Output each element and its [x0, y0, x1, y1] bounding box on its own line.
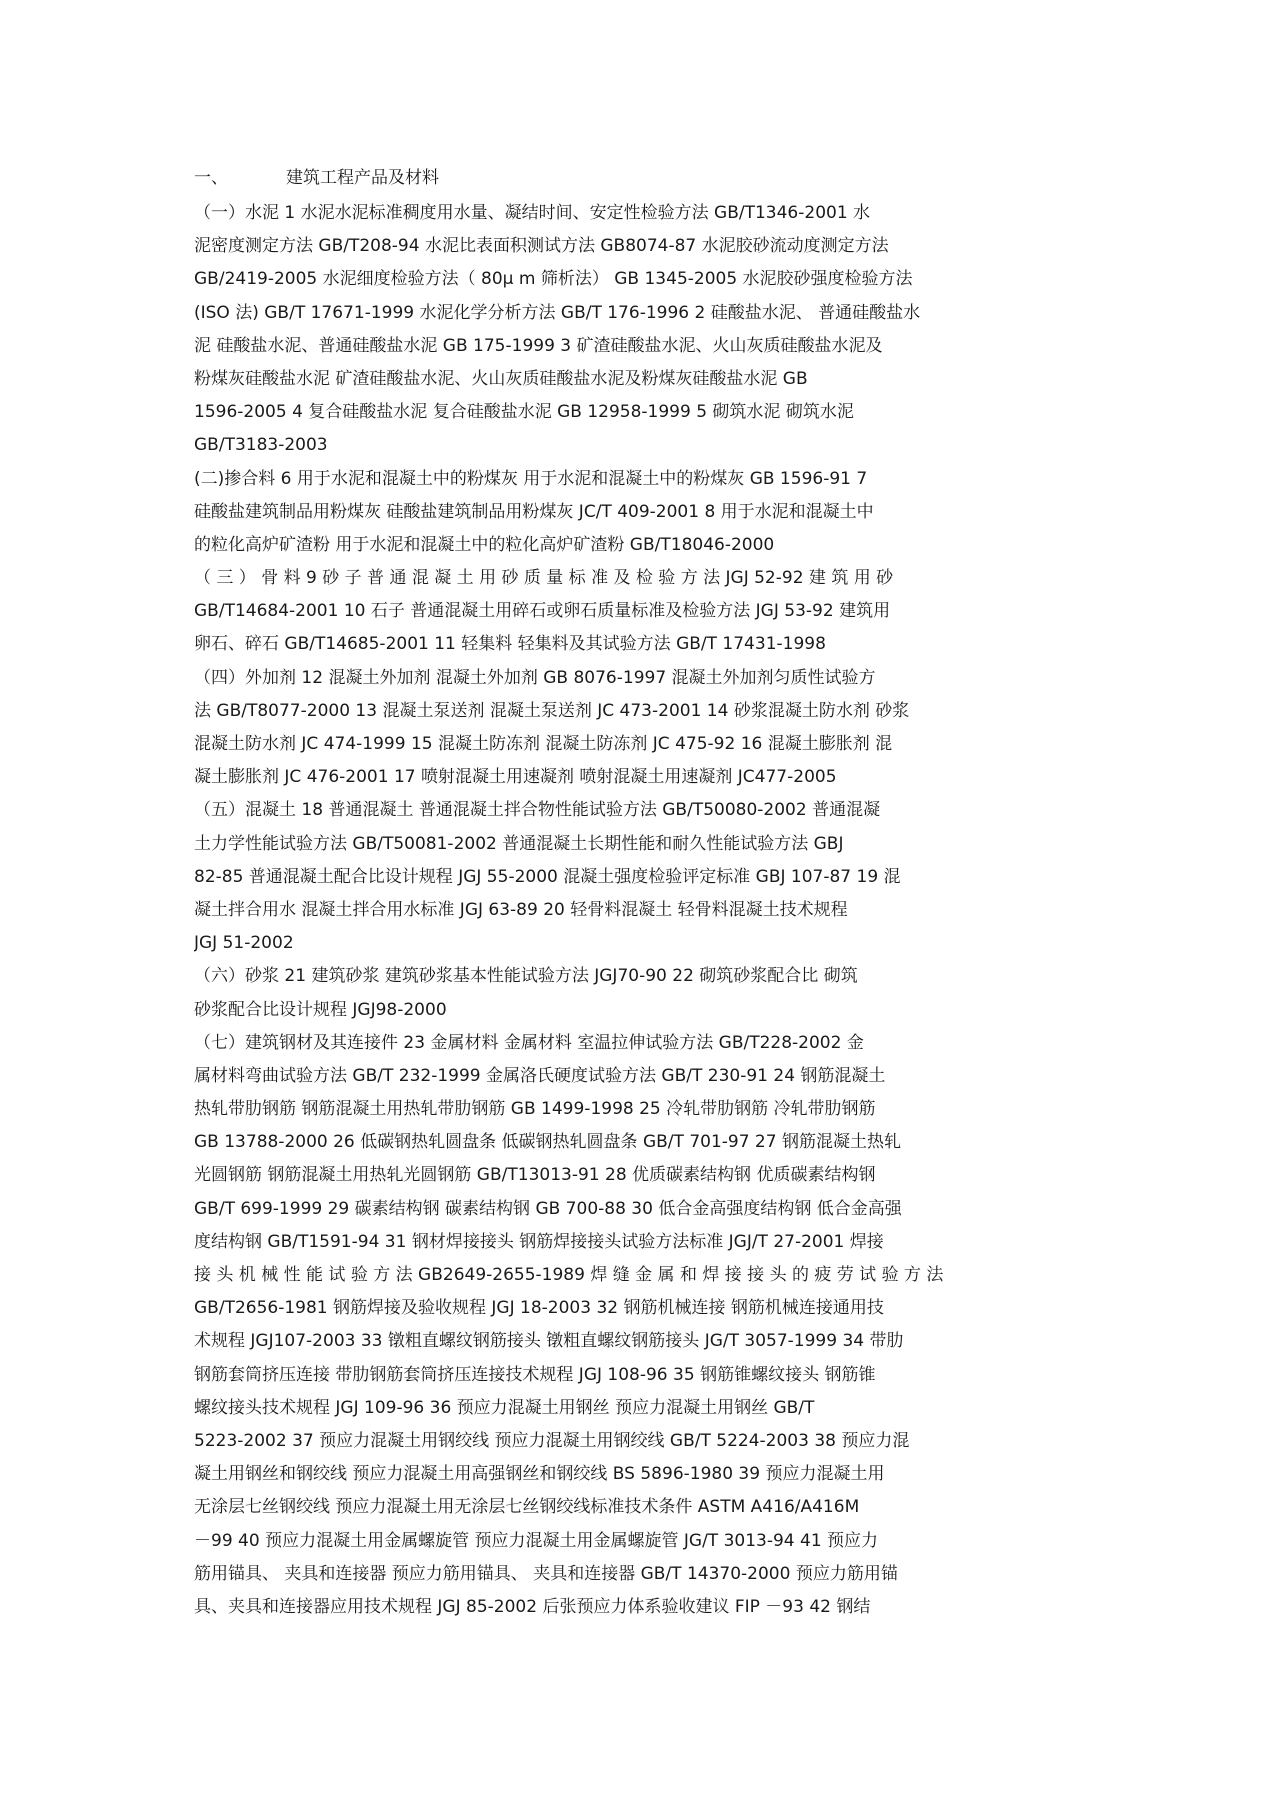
- text-line: GB 13788-2000 26 低碳钢热轧圆盘条 低碳钢热轧圆盘条 GB/T 701-97 27 钢筋混凝土热轧: [194, 1132, 901, 1153]
- text-line: 法 GB/T8077-2000 13 混凝土泵送剂 混凝土泵送剂 JC 473-2001 14 砂浆混凝土防水剂 砂浆: [194, 700, 910, 721]
- text-line: JGJ 51-2002: [194, 933, 294, 954]
- text-line: 术规程 JGJ107-2003 33 镦粗直螺纹钢筋接头 镦粗直螺纹钢筋接头 JG/T 3057-1999 34 带肋: [194, 1331, 904, 1352]
- text-line: 土力学性能试验方法 GB/T50081-2002 普通混凝土长期性能和耐久性能试验方法 GBJ: [194, 833, 844, 854]
- text-line: 82-85 普通混凝土配合比设计规程 JGJ 55-2000 混凝土强度检验评定标准 GBJ 107-87 19 混: [194, 866, 901, 887]
- section-title: 建筑工程产品及材料: [286, 168, 439, 188]
- text-line: （ 三 ） 骨 料 9 砂 子 普 通 混 凝 土 用 砂 质 量 标 准 及 检 验 方 法 JGJ 52-92 建 筑 用 砂: [194, 568, 894, 589]
- text-line: 具、夹具和连接器应用技术规程 JGJ 85-2002 后张预应力体系验收建议 FIP －93 42 钢结: [194, 1596, 871, 1617]
- document-body: [194, 197, 1084, 1624]
- section-number: 一、: [194, 168, 228, 188]
- section-heading: [194, 163, 1084, 193]
- text-line: 筋用锚具、 夹具和连接器 预应力筋用锚具、 夹具和连接器 GB/T 14370-2000 预应力筋用锚: [194, 1563, 898, 1584]
- text-line: 混凝土防水剂 JC 474-1999 15 混凝土防冻剂 混凝土防冻剂 JC 475-92 16 混凝土膨胀剂 混: [194, 734, 893, 754]
- text-line: 属材料弯曲试验方法 GB/T 232-1999 金属洛氏硬度试验方法 GB/T 230-91 24 钢筋混凝土: [194, 1065, 886, 1086]
- text-line: 凝土用钢丝和钢绞线 预应力混凝土用高强钢丝和钢绞线 BS 5896-1980 39 预应力混凝土用: [194, 1464, 885, 1485]
- text-line: （七）建筑钢材及其连接件 23 金属材料 金属材料 室温拉伸试验方法 GB/T228-2002 金: [194, 1032, 864, 1053]
- text-line: 的粒化高炉矿渣粉 用于水泥和混凝土中的粒化高炉矿渣粉 GB/T18046-2000: [194, 534, 775, 555]
- text-line: 凝土拌合用水 混凝土拌合用水标准 JGJ 63-89 20 轻骨料混凝土 轻骨料混凝土技术规程: [194, 899, 848, 920]
- text-line: GB/T2656-1981 钢筋焊接及验收规程 JGJ 18-2003 32 钢筋机械连接 钢筋机械连接通用技: [194, 1298, 884, 1319]
- text-line: GB/T3183-2003: [194, 435, 328, 456]
- text-line: GB/T14684-2001 10 石子 普通混凝土用碎石或卵石质量标准及检验方法 JGJ 53-92 建筑用: [194, 601, 891, 622]
- text-line: 光圆钢筋 钢筋混凝土用热轧光圆钢筋 GB/T13013-91 28 优质碳素结构钢 优质碳素结构钢: [194, 1165, 876, 1186]
- text-line: GB/2419-2005 水泥细度检验方法（ 80μ m 筛析法） GB 1345-2005 水泥胶砂强度检验方法: [194, 269, 913, 290]
- text-line: （一）水泥 1 水泥水泥标准稠度用水量、凝结时间、安定性检验方法 GB/T1346-2001 水: [194, 203, 871, 223]
- text-line: 接 头 机 械 性 能 试 验 方 法 GB2649-2655-1989 焊 缝 金 属 和 焊 接 接 头 的 疲 劳 试 验 方 法: [194, 1265, 944, 1285]
- text-line: (二)掺合料 6 用于水泥和混凝土中的粉煤灰 用于水泥和混凝土中的粉煤灰 GB 1596-91 7: [194, 468, 868, 489]
- text-line: （四）外加剂 12 混凝土外加剂 混凝土外加剂 GB 8076-1997 混凝土外加剂匀质性试验方: [194, 667, 876, 688]
- text-line: (ISO 法) GB/T 17671-1999 水泥化学分析方法 GB/T 176-1996 2 硅酸盐水泥、 普通硅酸盐水: [194, 302, 921, 323]
- text-line: 凝土膨胀剂 JC 476-2001 17 喷射混凝土用速凝剂 喷射混凝土用速凝剂 JC477-2005: [194, 767, 837, 788]
- text-line: 螺纹接头技术规程 JGJ 109-96 36 预应力混凝土用钢丝 预应力混凝土用钢丝 GB/T: [194, 1397, 815, 1418]
- text-line: 泥 硅酸盐水泥、普通硅酸盐水泥 GB 175-1999 3 矿渣硅酸盐水泥、火山灰质硅酸盐水泥及: [194, 335, 883, 356]
- text-line: 热轧带肋钢筋 钢筋混凝土用热轧带肋钢筋 GB 1499-1998 25 冷轧带肋钢筋 冷轧带肋钢筋: [194, 1099, 876, 1120]
- text-line: 无涂层七丝钢绞线 预应力混凝土用无涂层七丝钢绞线标准技术条件 ASTM A416/A416M: [194, 1497, 860, 1518]
- document-page: [194, 163, 1084, 1624]
- text-line: 5223-2002 37 预应力混凝土用钢绞线 预应力混凝土用钢绞线 GB/T 5224-2003 38 预应力混: [194, 1430, 910, 1451]
- text-line: 卵石、碎石 GB/T14685-2001 11 轻集料 轻集料及其试验方法 GB/T 17431-1998: [194, 634, 826, 655]
- text-line: （五）混凝土 18 普通混凝土 普通混凝土拌合物性能试验方法 GB/T50080-2002 普通混凝: [194, 800, 881, 821]
- text-line: 钢筋套筒挤压连接 带肋钢筋套筒挤压连接技术规程 JGJ 108-96 35 钢筋锥螺纹接头 钢筋锥: [194, 1364, 876, 1385]
- text-line: 粉煤灰硅酸盐水泥 矿渣硅酸盐水泥、火山灰质硅酸盐水泥及粉煤灰硅酸盐水泥 GB: [194, 368, 808, 389]
- text-line: 度结构钢 GB/T1591-94 31 钢材焊接接头 钢筋焊接接头试验方法标准 JGJ/T 27-2001 焊接: [194, 1231, 884, 1252]
- text-line: －99 40 预应力混凝土用金属螺旋管 预应力混凝土用金属螺旋管 JG/T 3013-94 41 预应力: [194, 1530, 879, 1551]
- text-line: （六）砂浆 21 建筑砂浆 建筑砂浆基本性能试验方法 JGJ70-90 22 砌筑砂浆配合比 砌筑: [194, 966, 858, 987]
- text-line: 硅酸盐建筑制品用粉煤灰 硅酸盐建筑制品用粉煤灰 JC/T 409-2001 8 用于水泥和混凝土中: [194, 501, 874, 522]
- text-line: GB/T 699-1999 29 碳素结构钢 碳素结构钢 GB 700-88 30 低合金高强度结构钢 低合金高强: [194, 1198, 902, 1219]
- text-line: 泥密度测定方法 GB/T208-94 水泥比表面积测试方法 GB8074-87 水泥胶砂流动度测定方法: [194, 236, 889, 257]
- text-line: 砂浆配合比设计规程 JGJ98-2000: [194, 999, 447, 1020]
- text-line: 1596-2005 4 复合硅酸盐水泥 复合硅酸盐水泥 GB 12958-1999 5 砌筑水泥 砌筑水泥: [194, 402, 854, 423]
